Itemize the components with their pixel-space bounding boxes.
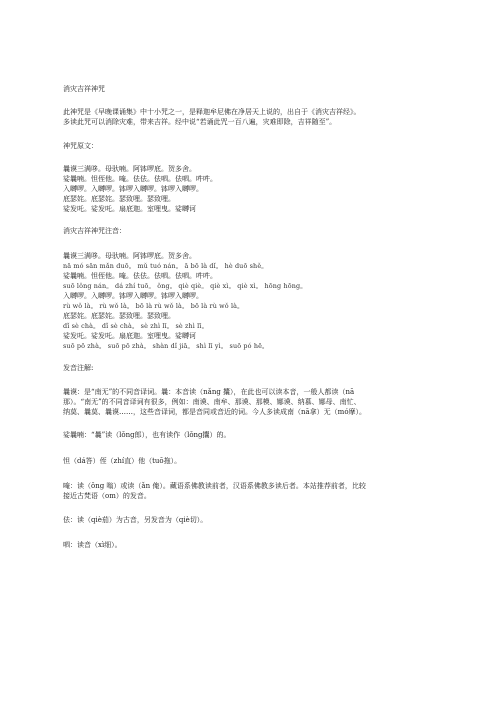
note-paragraph: [63, 430, 443, 440]
doc-title: 消灾吉祥神咒: [63, 85, 105, 93]
note-line: 怛（dá答）侄（zhí直）他（tuō拖）。: [63, 457, 182, 465]
annotated-line: 娑发吒。娑发吒。扇底迦。室哩曳。娑嚩诃: [63, 332, 196, 340]
original-line: 入嚩啰。入嚩啰。钵啰入嚩啰。钵啰入嚩啰。: [63, 185, 203, 193]
pinyin-line: rù wǒ là。 rù wǒ là。 bō là rù wǒ là。 bō là rù wǒ là。: [63, 302, 244, 310]
annotated-heading: 消灾吉祥神咒注音：: [63, 227, 126, 235]
annotated-line: 娑曩喃。怛侄他。唵。佉佉。佉呬。佉呬。吽吽。: [63, 272, 217, 280]
original-heading-block: [63, 141, 443, 151]
original-line: 曩谟三满哆。母驮喃。阿钵啰底。贺多舍。: [63, 165, 196, 173]
annotated-line: 入嚩啰。入嚩啰。钵啰入嚩啰。钵啰入嚩啰。: [63, 292, 203, 300]
doc-title-block: [63, 84, 443, 94]
note-line: 曩谟：是“南无”的不同音译词。曩：本音读（nǎng 攮），在此也可以读本音，一般人都读（nā: [63, 388, 355, 396]
annotated-line: 底瑟姹。底瑟姹。瑟致哩。瑟致哩。: [63, 312, 175, 320]
pinyin-line: dǐ sè chà。 dǐ sè chà。 sè zhì lī。 sè zhì lī。: [63, 322, 209, 330]
annotated-text: [63, 251, 443, 351]
note-line: 呬：读音（xì细）。: [63, 541, 122, 549]
annotated-line: 曩谟三满哆。母驮喃。阿钵啰底。贺多舍。: [63, 252, 196, 260]
note-line: 纳莫、曩莫、曩谟……，这些音译词，都是音同或音近的词。今人多读成南（nā拿）无（mó摩）。: [63, 408, 367, 416]
note-line: 接近古梵语（om）的发音。: [63, 492, 151, 500]
note-line: 佉：读（qiè茄）为古音，另发音为（qiè切）。: [63, 516, 208, 524]
note-paragraph: [63, 540, 443, 550]
original-line: 底瑟姹。底瑟姹。瑟致哩。瑟致哩。: [63, 195, 175, 203]
pinyin-line: suō pō zhà。 suō pō zhà。 shàn dǐ jiā。 shì lī yì。 suō pó hē。: [63, 342, 269, 350]
note-line: 那）。“南无”的不同音译词有很多，例如：南谟、南牟、那谟、那模、娜谟、纳慕、娜母、南忙、: [63, 398, 361, 406]
notes-heading-block: [63, 363, 443, 373]
original-heading: 神咒原文：: [63, 142, 98, 150]
original-line: 娑曩喃。怛侄他。唵。佉佉。佉呬。佉呬。吽吽。: [63, 175, 217, 183]
notes-heading: 发音注解:: [63, 364, 94, 372]
intro-line: 此神咒是《早晚课诵集》中十小咒之一，是释迦牟尼佛在净居天上说的，出自于《消灾吉祥经》。: [63, 108, 361, 116]
original-line: 娑发吒。娑发吒。扇底迦。室哩曳。娑嚩诃: [63, 205, 196, 213]
original-text: [63, 164, 443, 214]
note-line: 唵：读（ǒng 嗡）或读（ǎn 俺）。藏语系佛教读前者，汉语系佛教多读后者。本站推荐前者，比较: [63, 482, 366, 490]
annotated-heading-block: [63, 226, 443, 236]
note-paragraph: [63, 387, 443, 417]
note-paragraph: [63, 515, 443, 525]
note-line: 娑曩喃：“曩”读（lǒng郎），也有读作（lǒng攮）的。: [63, 431, 231, 439]
note-paragraph: [63, 481, 443, 501]
intro-paragraph: [63, 107, 443, 127]
pinyin-line: nā mó sān mǎn duō。 mǔ tuó nán。 ā bō là dǐ。 hè duō shě。: [63, 262, 268, 270]
intro-line: 多读此咒可以消除灾难，带来吉祥。经中说“若诵此咒一百八遍，灾难即除，吉祥随至”。: [63, 118, 337, 126]
pinyin-line: suō lǒng nán。 dá zhí tuō。 ǒng。 qiè qiè。 qiè xì。 qiè xì。 hōng hōng。: [63, 282, 307, 290]
note-paragraph: [63, 456, 443, 466]
